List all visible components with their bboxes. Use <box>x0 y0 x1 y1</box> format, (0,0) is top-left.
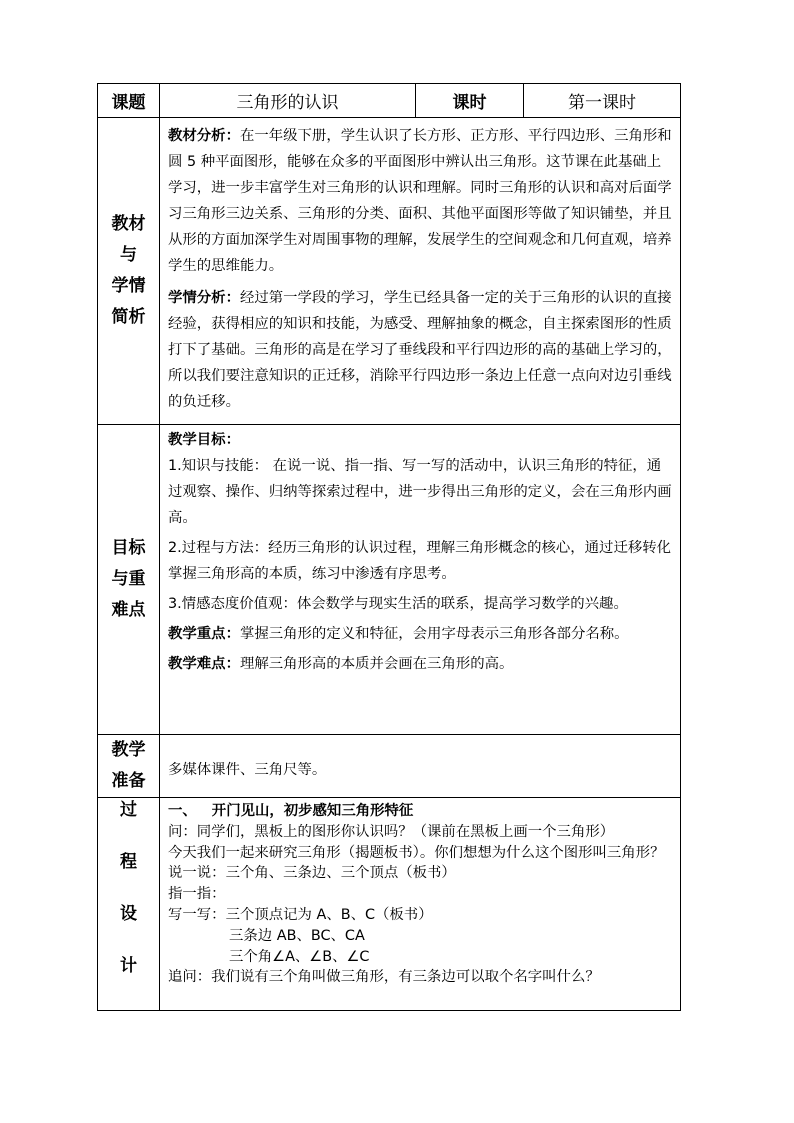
process-label-line: 计 <box>120 956 137 976</box>
goal-item: 3.情感态度价值观：体会数学与现实生活的联系，提高学习数学的兴趣。 <box>168 596 628 612</box>
analysis-label-line: 简析 <box>111 307 146 327</box>
process-indented-line: 三条边 AB、BC、CA <box>229 927 365 944</box>
goals-label-line: 与重 <box>111 569 146 589</box>
process-line: 写一写：三个顶点记为 A、B、C（板书） <box>168 906 433 923</box>
difficult-points-text: 理解三角形高的本质并会画在三角形的高。 <box>239 656 514 672</box>
key-points-title: 教学重点： <box>168 626 240 642</box>
analysis-label <box>98 118 160 425</box>
process-line: 问：同学们，黑板上的图形你认识吗？（课前在黑板上画一个三角形） <box>168 823 615 840</box>
difficult-points <box>168 651 674 677</box>
period-label: 课时 <box>416 84 524 118</box>
process-line: 说一说：三个角、三条边、三个顶点（板书） <box>168 865 456 882</box>
prep-label-line: 准备 <box>111 771 146 791</box>
prep-label-line: 教学 <box>111 740 146 760</box>
process-indented-line: 三个角∠A、∠B、∠C <box>229 948 370 965</box>
process-label-line: 过 <box>120 800 137 820</box>
process-line: 追问：我们说有三个角叫做三角形，有三条边可以取个名字叫什么？ <box>168 969 600 986</box>
key-points-text: 掌握三角形的定义和特征，会用字母表示三角形各部分名称。 <box>239 626 629 642</box>
student-analysis <box>168 285 674 415</box>
goals-label-line: 目标 <box>111 538 146 558</box>
topic-value: 三角形的认识 <box>160 84 416 118</box>
difficult-points-title: 教学难点： <box>168 656 240 672</box>
process-label-line: 设 <box>120 904 137 924</box>
process-label <box>98 798 160 1011</box>
lesson-plan-table <box>97 83 681 1011</box>
goals-label-line: 难点 <box>111 600 146 620</box>
key-points <box>168 621 674 647</box>
analysis-row <box>98 118 681 425</box>
analysis-content <box>160 118 681 425</box>
material-analysis-title: 教材分析： <box>168 128 240 144</box>
topic-label: 课题 <box>98 84 160 118</box>
analysis-label-line: 与 <box>120 245 137 265</box>
process-line: 指一指： <box>168 886 226 903</box>
goals-content <box>160 425 681 735</box>
process-label-line: 程 <box>120 852 137 872</box>
student-analysis-title: 学情分析： <box>168 290 240 306</box>
goals-row <box>98 425 681 735</box>
process-line: 今天我们一起来研究三角形（揭题板书）。你们想想为什么这个图形叫三角形？ <box>168 844 665 861</box>
prep-content: 多媒体课件、三角尺等。 <box>160 735 681 798</box>
prep-row <box>98 735 681 798</box>
goals-title: 教学目标： <box>168 432 240 448</box>
analysis-label-line: 学情 <box>111 276 146 296</box>
goal-item: 1.知识与技能： 在说一说、指一指、写一写的活动中，认识三角形的特征，通过观察、操作、归纳等探索过程中，进一步得出三角形的定义，会在三角形内画高。 <box>168 458 672 526</box>
student-analysis-text: 经过第一学段的学习，学生已经具备一定的关于三角形的认识的直接经验，获得相应的知识和技能，为感受、理解抽象的概念，自主探索图形的性质打下了基础。三角形的高是在学习了垂线段和平行四边形的高的基础上学习的，所以我们要注意知识的正迁移，消除平行四边形一条边上任意一点向对边引垂线的负迁移。 <box>168 290 672 410</box>
analysis-label-line: 教材 <box>111 214 146 234</box>
process-content <box>160 798 681 1011</box>
goal-item: 2.过程与方法：经历三角形的认识过程，理解三角形概念的核心，通过迁移转化掌握三角形高的本质，练习中渗透有序思考。 <box>168 540 672 582</box>
goals-label <box>98 425 160 735</box>
process-heading: 一、 开门见山，初步感知三角形特征 <box>168 803 414 819</box>
material-analysis-text: 在一年级下册，学生认识了长方形、正方形、平行四边形、三角形和圆 5 种平面图形，能够在众多的平面图形中辨认出三角形。这节课在此基础上学习，进一步丰富学生对三角形的认识和理解。同时三角形的认识和高对后面学习三角形三边关系、三角形的分类、面积、其他平面图形等做了知识铺垫，并且从形的方面加深学生对周围事物的理解，发展学生的空间观念和几何直观，培养学生的思维能力。 <box>168 128 672 274</box>
header-row <box>98 84 681 118</box>
period-value: 第一课时 <box>524 84 681 118</box>
material-analysis <box>168 123 674 279</box>
prep-label <box>98 735 160 798</box>
process-row <box>98 798 681 1011</box>
